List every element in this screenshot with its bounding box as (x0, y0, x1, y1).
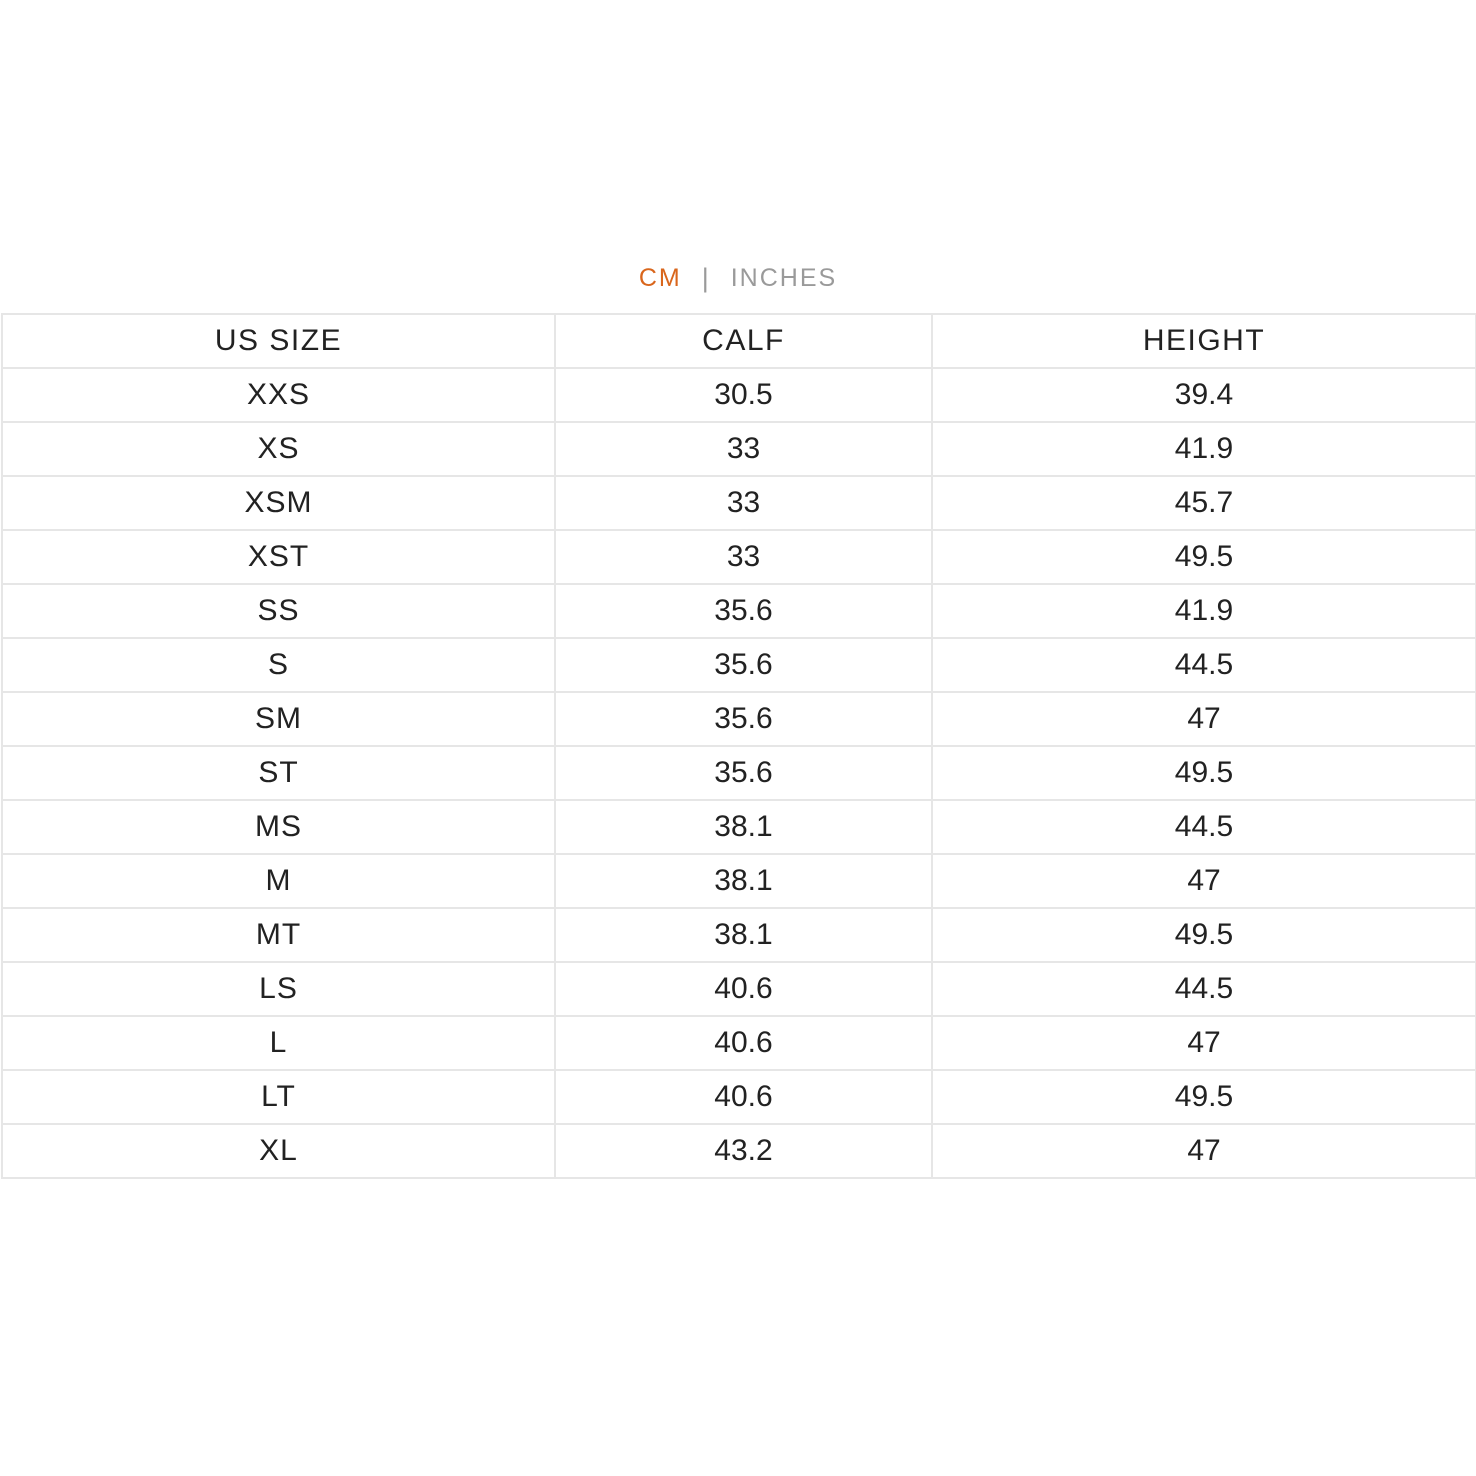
cell-calf: 35.6 (555, 746, 932, 800)
cell-calf: 33 (555, 422, 932, 476)
cell-us-size: MT (2, 908, 555, 962)
cell-height: 44.5 (932, 800, 1476, 854)
table-row (2, 476, 1476, 530)
unit-toggle (0, 258, 1476, 298)
table-row (2, 530, 1476, 584)
cell-height: 47 (932, 1016, 1476, 1070)
cell-height: 47 (932, 854, 1476, 908)
cell-calf: 33 (555, 476, 932, 530)
cell-us-size: XS (2, 422, 555, 476)
cell-us-size: L (2, 1016, 555, 1070)
cell-calf: 40.6 (555, 1070, 932, 1124)
table-row (2, 908, 1476, 962)
cell-height: 49.5 (932, 1070, 1476, 1124)
cell-calf: 30.5 (555, 368, 932, 422)
cell-us-size: SM (2, 692, 555, 746)
cell-height: 47 (932, 1124, 1476, 1178)
cell-calf: 38.1 (555, 908, 932, 962)
table-row (2, 368, 1476, 422)
table-row (2, 638, 1476, 692)
cell-us-size: LT (2, 1070, 555, 1124)
cell-calf: 38.1 (555, 800, 932, 854)
cell-height: 49.5 (932, 746, 1476, 800)
cell-calf: 35.6 (555, 692, 932, 746)
cell-us-size: LS (2, 962, 555, 1016)
cell-calf: 40.6 (555, 962, 932, 1016)
cell-height: 39.4 (932, 368, 1476, 422)
cell-calf: 35.6 (555, 638, 932, 692)
cell-height: 49.5 (932, 908, 1476, 962)
unit-option-inches[interactable]: INCHES (730, 263, 838, 292)
column-header-us-size: US SIZE (2, 314, 555, 368)
cell-height: 47 (932, 692, 1476, 746)
cell-us-size: XL (2, 1124, 555, 1178)
table-row (2, 962, 1476, 1016)
table-row (2, 800, 1476, 854)
unit-separator: | (701, 262, 711, 293)
unit-option-cm[interactable]: CM (638, 263, 682, 292)
table-header-row (2, 314, 1476, 368)
cell-calf: 40.6 (555, 1016, 932, 1070)
table-row (2, 1124, 1476, 1178)
cell-calf: 35.6 (555, 584, 932, 638)
cell-calf: 33 (555, 530, 932, 584)
cell-height: 44.5 (932, 638, 1476, 692)
table-row (2, 746, 1476, 800)
table-row (2, 584, 1476, 638)
cell-us-size: S (2, 638, 555, 692)
table-row (2, 692, 1476, 746)
cell-us-size: XXS (2, 368, 555, 422)
cell-height: 44.5 (932, 962, 1476, 1016)
cell-us-size: MS (2, 800, 555, 854)
table-row (2, 854, 1476, 908)
cell-height: 45.7 (932, 476, 1476, 530)
table-row (2, 1016, 1476, 1070)
cell-us-size: M (2, 854, 555, 908)
table-body (2, 368, 1476, 1178)
table-row (2, 1070, 1476, 1124)
cell-height: 41.9 (932, 422, 1476, 476)
column-header-calf: CALF (555, 314, 932, 368)
cell-us-size: XST (2, 530, 555, 584)
table-row (2, 422, 1476, 476)
column-header-height: HEIGHT (932, 314, 1476, 368)
cell-us-size: XSM (2, 476, 555, 530)
size-chart-table (1, 313, 1476, 1179)
cell-us-size: SS (2, 584, 555, 638)
cell-height: 49.5 (932, 530, 1476, 584)
cell-height: 41.9 (932, 584, 1476, 638)
cell-us-size: ST (2, 746, 555, 800)
cell-calf: 38.1 (555, 854, 932, 908)
cell-calf: 43.2 (555, 1124, 932, 1178)
